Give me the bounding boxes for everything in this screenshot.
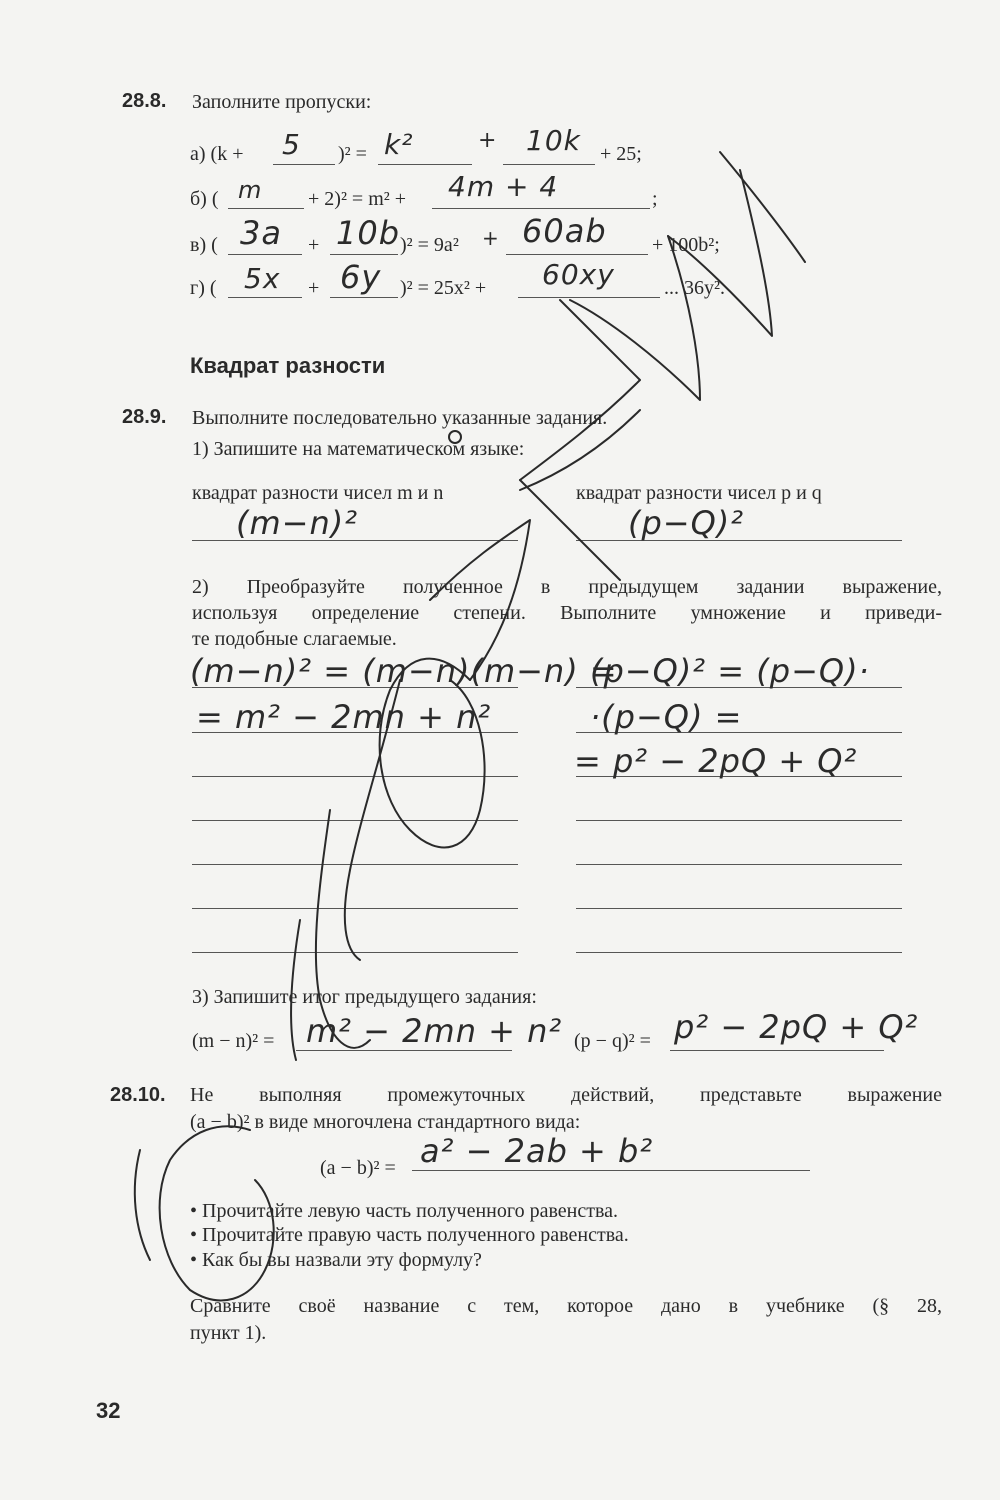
handwritten-answer: m [238,176,263,204]
row-g-mid: )² = 25x² + [400,277,487,299]
step-2-line: используя определение степени. Выполните умножение и приведи- [192,602,942,624]
exercise-text-line: (a − b)² в виде многочлена стандартного вида: [190,1111,581,1133]
left-result-label: (m − n)² = [192,1030,275,1052]
row-b-mid: + 2)² = m² + [308,188,407,210]
right-label: квадрат разности чисел p и q [576,482,822,504]
exercise-instruction: Заполните пропуски: [192,91,372,113]
row-v-label: в) ( [190,234,218,256]
handwritten-answer: 60ab [522,212,607,250]
row-v-mid: )² = 9a² [400,234,459,256]
bullet-item: • Прочитайте правую часть полученного равенства. [190,1224,629,1246]
handwritten-answer: k² [384,128,414,161]
exercise-text-line: Не выполняя промежуточных действий, представьте выражение [190,1084,942,1106]
handwritten-work: = m² − 2mn + n² [196,698,492,736]
row-g-tail: ... 36y². [664,277,725,299]
scribble-stroke [316,810,370,1048]
handwritten-answer: (p−Q)² [628,504,745,542]
step-2-line: 2) Преобразуйте полученное в предыдущем задании выражение, [192,576,942,598]
handwritten-work: (m−n)² = (m−n)(m−n) = [190,652,618,690]
row-a-tail: + 25; [600,143,642,165]
scribble-stroke [520,410,640,490]
left-label: квадрат разности чисел m и n [192,482,444,504]
scribble-stroke [430,520,530,680]
row-a-label: а) (k + [190,143,244,165]
handwritten-answer: 10k [526,124,581,157]
row-g-label: г) ( [190,277,217,299]
step-1: 1) Запишите на математическом языке: [192,438,525,460]
scribble-stroke [160,1126,274,1300]
handwritten-operator: + [478,128,498,153]
page-number: 32 [96,1398,121,1423]
handwritten-answer: 5 [282,128,301,161]
handwritten-answer: (m−n)² [236,504,359,542]
scribble-stroke [135,1150,150,1260]
handwritten-operator: + [482,226,500,250]
scribble-stroke [291,920,300,1060]
scribble-stroke [520,300,640,480]
handwritten-answer: 60xy [542,258,615,291]
handwritten-answer: a² − 2ab + b² [420,1132,654,1170]
formula-label: (a − b)² = [320,1157,396,1179]
bullet-item: • Как бы вы назвали эту формулу? [190,1249,482,1271]
final-text-line: пункт 1). [190,1322,267,1344]
scribble-stroke [449,431,461,443]
section-title: Квадрат разности [190,353,386,378]
bullet-item: • Прочитайте левую часть полученного равенства. [190,1200,619,1222]
row-b-tail: ; [652,188,658,210]
exercise-instruction: Выполните последовательно указанные задания. [192,407,608,429]
handwritten-answer: 4m + 4 [448,170,559,203]
scribble-stroke [668,170,772,336]
scribble-stroke [720,152,805,262]
right-result-label: (p − q)² = [574,1030,651,1052]
handwritten-answer: 3a [240,214,282,252]
step-2-line: те подобные слагаемые. [192,628,397,650]
row-v-tail: + 100b²; [652,234,720,256]
handwritten-answer: p² − 2pQ + Q² [674,1008,919,1046]
exercise-number-28-8: 28.8. [122,90,167,112]
step-3: 3) Запишите итог предыдущего задания: [192,986,537,1008]
handwritten-answer: 6y [340,258,382,296]
row-a-sq: )² = [338,143,367,165]
scribble-stroke [345,680,400,960]
row-v-plus: + [308,234,320,256]
handwritten-work: ·(p−Q) = [590,698,743,736]
handwritten-answer: 10b [336,214,401,252]
handwritten-answer: m² − 2mn + n² [306,1012,563,1050]
row-b-label: б) ( [190,188,219,210]
row-g-plus: + [308,277,320,299]
scribble-stroke [520,480,620,580]
final-text-line: Сравните своё название с тем, которое дано в учебнике (§ 28, [190,1295,942,1317]
handwritten-answer: 5x [244,262,281,295]
handwritten-work: (p−Q)² = (p−Q)· [590,652,870,690]
scribble-stroke [380,659,485,848]
exercise-number-28-9: 28.9. [122,406,167,428]
handwritten-work: = p² − 2pQ + Q² [574,742,858,780]
exercise-number-28-10: 28.10. [110,1084,166,1106]
